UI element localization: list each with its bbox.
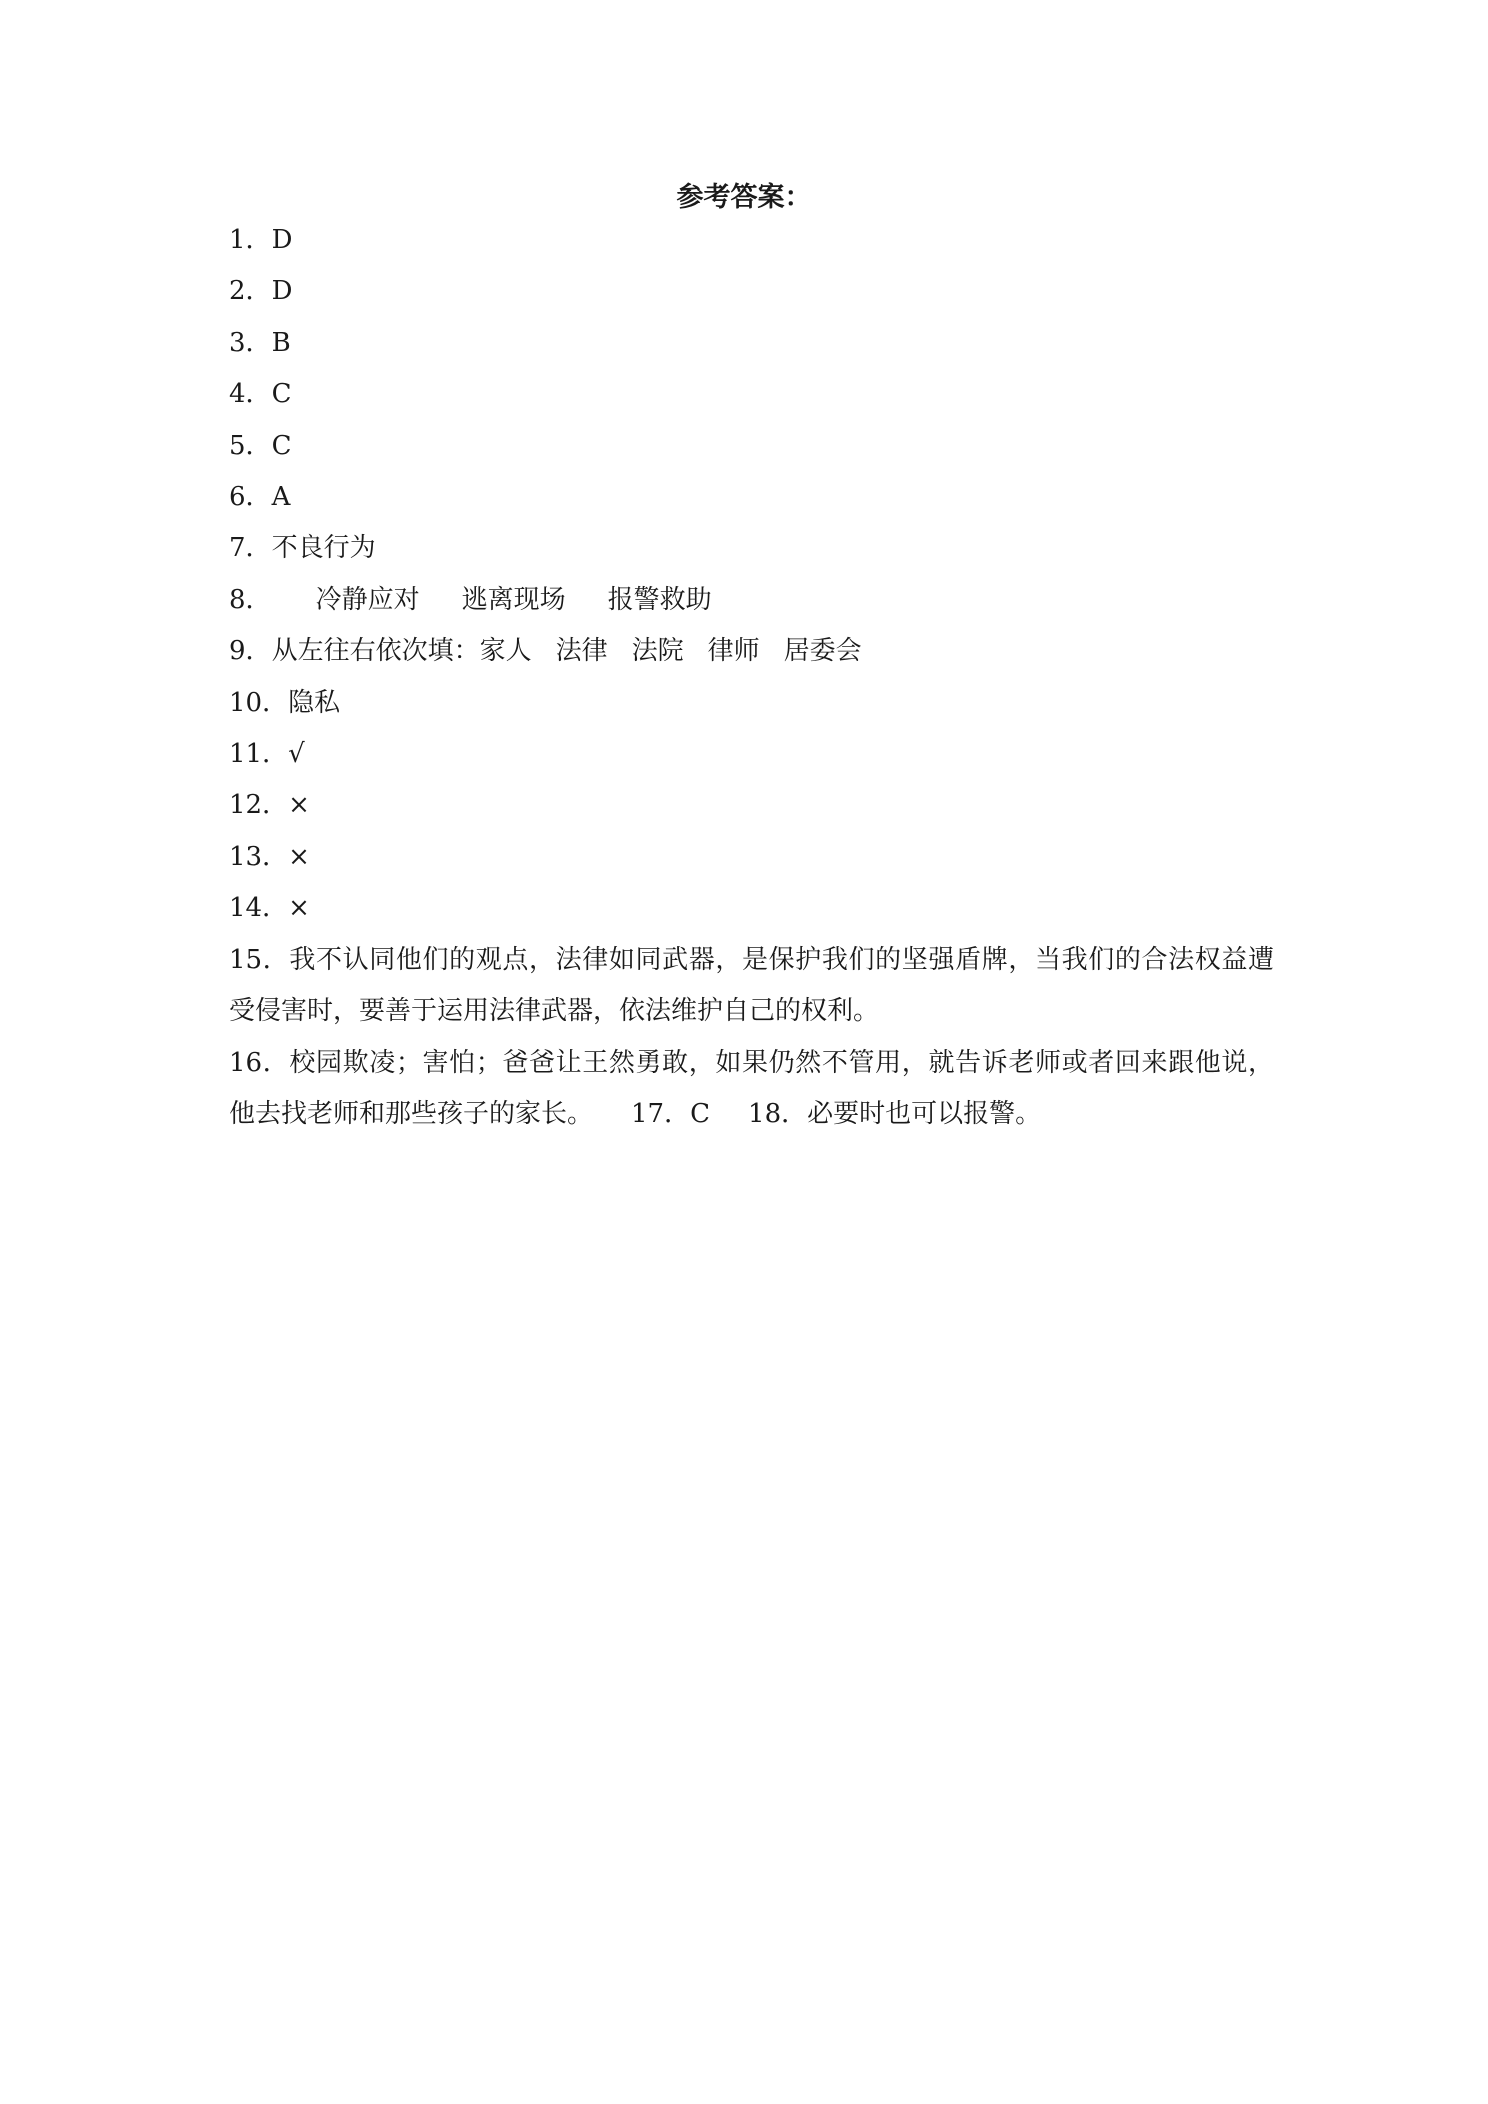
answer-item-7 <box>229 523 1274 574</box>
answer-number: 2 <box>229 276 246 307</box>
answer-text: C <box>271 430 292 461</box>
number-separator: ． <box>262 739 289 770</box>
answer-item-2 <box>229 266 1274 317</box>
answer-item-9 <box>229 626 1274 677</box>
answer-number: 13 <box>229 841 263 872</box>
answer-item-3 <box>229 318 1274 369</box>
answer-item-14 <box>229 883 1274 934</box>
answer-text: B <box>271 327 291 358</box>
number-separator: ． <box>245 430 272 461</box>
number-separator: ． <box>245 584 272 615</box>
number-separator: ． <box>262 841 289 872</box>
answer-part: 冷静应对 <box>315 584 420 615</box>
answer-part: 家人 <box>479 636 532 667</box>
answer-part: 报警救助 <box>607 584 712 615</box>
answer-part: 律师 <box>707 636 760 667</box>
answer-text: × <box>288 790 310 821</box>
number-separator: ． <box>781 1098 808 1129</box>
answer-number: 14 <box>229 893 263 924</box>
answer-number: 6 <box>229 482 246 513</box>
answer-text: 校园欺凌；害怕；爸爸让王然勇敢，如果仍然不管用，就告诉老师或者回来跟他说，他去找老师和那些孩子的家长。 <box>229 1047 1274 1129</box>
answer-item-4 <box>229 369 1274 420</box>
answer-item-13 <box>229 832 1274 883</box>
answer-text: × <box>288 841 310 872</box>
number-separator: ． <box>262 944 290 975</box>
number-separator: ． <box>262 1047 290 1078</box>
answer-item-15 <box>229 935 1274 1038</box>
answer-item-10 <box>229 678 1274 729</box>
answer-number: 1 <box>229 225 246 255</box>
answer-item-8 <box>229 575 1274 626</box>
answer-text: 不良行为 <box>271 533 376 564</box>
answer-text: C <box>690 1098 711 1129</box>
answer-text: 我不认同他们的观点，法律如同武器，是保护我们的坚强盾牌，当我们的合法权益遭受侵害时，要善于运用法律武器，依法维护自己的权利。 <box>229 944 1274 1027</box>
answer-number: 8 <box>229 584 246 615</box>
answer-number: 17 <box>631 1098 665 1129</box>
answer-text: × <box>288 893 310 924</box>
answer-list <box>229 215 1274 1140</box>
page-title: 参考答案： <box>676 182 812 213</box>
answer-number: 7 <box>229 533 246 564</box>
answer-number: 15 <box>229 944 263 975</box>
answer-number: 12 <box>229 790 263 821</box>
answer-number: 11 <box>229 739 263 770</box>
answer-number: 5 <box>229 430 246 461</box>
number-separator: ． <box>245 327 272 358</box>
answer-part: 法院 <box>631 636 684 667</box>
answer-text: 隐私 <box>288 687 341 718</box>
answer-text: D <box>271 276 293 307</box>
number-separator: ． <box>245 482 272 513</box>
number-separator: ． <box>664 1098 691 1129</box>
answer-item-5 <box>229 421 1274 472</box>
answer-part: 法律 <box>555 636 608 667</box>
answer-text: C <box>271 379 292 410</box>
number-separator: ． <box>262 893 289 924</box>
answer-item-12 <box>229 780 1274 831</box>
answer-item-16-17-18 <box>229 1038 1274 1141</box>
answer-item-1 <box>229 215 1274 266</box>
number-separator: ． <box>262 790 289 821</box>
answer-text: D <box>271 225 293 255</box>
number-separator: ． <box>245 636 272 667</box>
answer-item-11 <box>229 729 1274 780</box>
answer-number: 4 <box>229 379 246 410</box>
number-separator: ． <box>262 687 289 718</box>
answer-number: 18 <box>748 1098 782 1129</box>
answer-part: 居委会 <box>783 636 862 667</box>
answer-number: 16 <box>229 1047 263 1078</box>
number-separator: ． <box>245 533 272 564</box>
answer-number: 9 <box>229 636 246 667</box>
number-separator: ． <box>245 276 272 307</box>
number-separator: ． <box>245 379 272 410</box>
answer-part: 逃离现场 <box>461 584 566 615</box>
answer-item-6 <box>229 472 1274 523</box>
answer-number: 10 <box>229 687 263 718</box>
number-separator: ． <box>245 225 272 255</box>
answer-text: 必要时也可以报警。 <box>807 1098 1042 1129</box>
answer-prefix: 从左往右依次填： <box>271 636 480 667</box>
answer-text: √ <box>288 739 305 770</box>
answer-text: A <box>271 482 291 513</box>
answer-number: 3 <box>229 327 246 358</box>
